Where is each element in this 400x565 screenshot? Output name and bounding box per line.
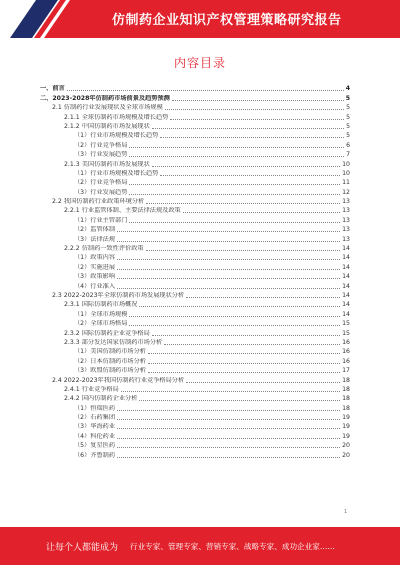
- toc-entry-page: 14: [342, 310, 350, 318]
- toc-entry-title: 2.1.1 全球仿制药市场规模及增长趋势: [64, 113, 169, 121]
- toc-entry[interactable]: [40, 187, 350, 196]
- toc-entry[interactable]: [40, 422, 350, 431]
- toc-entry[interactable]: [40, 225, 350, 234]
- dot-leader: [146, 250, 341, 251]
- dot-leader: [186, 297, 340, 298]
- dot-leader: [152, 128, 344, 129]
- toc-entry-title: （1）行业市场规模及增长趋势: [74, 169, 159, 177]
- toc-entry-title: （2）日本仿制药市场分析: [74, 357, 146, 365]
- report-title: 仿制药企业知识产权管理策略研究报告: [112, 13, 342, 28]
- dot-leader: [117, 447, 340, 448]
- toc-entry-page: 13: [342, 226, 350, 234]
- toc-entry-title: 2.3.2 国际仿制药企业竞争格局: [64, 329, 150, 337]
- dot-leader: [117, 419, 340, 420]
- toc-entry-page: 19: [342, 432, 350, 440]
- dot-leader: [129, 194, 340, 195]
- dot-leader: [148, 372, 340, 373]
- toc-entry[interactable]: [40, 244, 350, 253]
- toc-entry-page: 13: [342, 216, 350, 224]
- toc-entry-title: （1）全球市场规模: [74, 310, 128, 318]
- toc-entry-page: 20: [342, 442, 350, 450]
- dot-leader: [117, 438, 340, 439]
- toc-entry-title: 2.1.3 美国仿制药市场发展现状: [64, 160, 150, 168]
- toc-entry[interactable]: [40, 338, 350, 347]
- toc-entry-title: （1）政策内容: [74, 254, 116, 262]
- toc-entry[interactable]: [40, 309, 350, 318]
- toc-entry[interactable]: [40, 169, 350, 178]
- toc-entry[interactable]: [40, 291, 350, 300]
- dot-leader: [121, 391, 340, 392]
- toc-entry[interactable]: [40, 197, 350, 206]
- dot-leader: [160, 175, 340, 176]
- toc-entry-page: 19: [342, 414, 350, 422]
- toc-entry-page: 14: [342, 245, 350, 253]
- toc-entry-page: 19: [342, 423, 350, 431]
- toc-entry[interactable]: [40, 206, 350, 215]
- dot-leader: [129, 147, 344, 148]
- toc-entry-page: 5: [345, 94, 350, 102]
- dot-leader: [146, 203, 340, 204]
- toc-heading: 内容目录: [173, 56, 226, 70]
- toc-entry-title: 2.3 2022-2023年全球仿制药市场发展现状分析: [52, 291, 185, 299]
- toc-entry-title: （4）行业准入: [74, 282, 116, 290]
- toc-entry[interactable]: [40, 281, 350, 290]
- toc-entry[interactable]: [40, 385, 350, 394]
- toc-entry-page: 18: [342, 376, 350, 384]
- toc-entry-title: （3）行业发展趋势: [74, 151, 128, 159]
- toc-entry-page: 7: [346, 151, 350, 159]
- toc-entry-title: 2.1.2 中国仿制药市场发展现状: [64, 122, 150, 130]
- toc-entry[interactable]: [40, 375, 350, 384]
- toc-entry-title: 2.4.1 行业竞争格局: [64, 385, 119, 393]
- toc-entry[interactable]: [40, 112, 350, 121]
- toc-entry-page: 5: [346, 122, 350, 130]
- toc-entry-title: （3）欧盟仿制药市场分析: [74, 367, 146, 375]
- toc-entry[interactable]: [40, 93, 350, 102]
- toc-entry[interactable]: [40, 140, 350, 149]
- toc-entry-title: 2.4.2 国内仿制药企业分析: [64, 395, 138, 403]
- toc-entry-page: 4: [345, 85, 350, 93]
- dot-leader: [117, 259, 340, 260]
- dot-leader: [164, 344, 340, 345]
- dot-leader: [165, 109, 344, 110]
- table-of-contents: [40, 84, 350, 460]
- toc-entry-page: 16: [342, 357, 350, 365]
- toc-entry-page: 17: [342, 367, 350, 375]
- toc-entry[interactable]: [40, 347, 350, 356]
- toc-entry-title: （3）法律法规: [74, 235, 116, 243]
- toc-entry-page: 14: [342, 301, 350, 309]
- dot-leader: [67, 90, 344, 91]
- toc-entry-title: （1）行业市场规模及增长趋势: [74, 132, 159, 140]
- dot-leader: [129, 316, 340, 317]
- dot-leader: [148, 353, 340, 354]
- toc-entry[interactable]: [40, 328, 350, 337]
- dot-leader: [117, 269, 340, 270]
- toc-entry[interactable]: [40, 103, 350, 112]
- footer-roles: 行业专家、管理专家、营销专家、战略专家、成功企业家……: [130, 542, 336, 551]
- toc-entry[interactable]: [40, 150, 350, 159]
- toc-entry-page: 13: [342, 235, 350, 243]
- toc-entry-title: （3）行业发展趋势: [74, 188, 128, 196]
- toc-entry-page: 18: [342, 404, 350, 412]
- toc-entry[interactable]: [40, 394, 350, 403]
- dot-leader: [117, 278, 340, 279]
- toc-entry-title: 2.2 我国仿制药行业政策环境分析: [52, 198, 145, 206]
- toc-entry-title: （1）行业主管部门: [74, 216, 128, 224]
- footer-slogan: 让每个人都能成为: [46, 543, 119, 553]
- toc-entry-title: 2.2.2 仿制药一致性评价政策: [64, 245, 144, 253]
- toc-entry-title: 二、2023-2028年仿制药市场前景及趋势预测: [40, 94, 170, 102]
- toc-entry-title: （3）政策影响: [74, 273, 116, 281]
- dot-leader: [139, 400, 340, 401]
- dot-leader: [129, 325, 340, 326]
- toc-entry-title: （2）石药集团: [74, 414, 116, 422]
- page-footer: [0, 527, 400, 565]
- dot-leader: [148, 363, 340, 364]
- dot-leader: [129, 184, 340, 185]
- toc-entry-title: 2.3.3 部分发达国家仿制药市场分析: [64, 338, 163, 346]
- dot-leader: [129, 156, 344, 157]
- toc-entry-title: （3）华海药业: [74, 423, 116, 431]
- toc-entry-page: 14: [342, 254, 350, 262]
- toc-entry[interactable]: [40, 366, 350, 375]
- toc-entry-title: （2）行业竞争格局: [74, 179, 128, 187]
- toc-entry-page: 15: [342, 329, 350, 337]
- toc-entry-title: 2.4 2022-2023年我国仿制药行业竞争格局分析: [52, 376, 185, 384]
- toc-entry[interactable]: [40, 450, 350, 459]
- dot-leader: [117, 428, 340, 429]
- dot-leader: [117, 241, 340, 242]
- toc-entry-page: 18: [342, 395, 350, 403]
- toc-entry-title: 2.3.1 国际仿制药市场概况: [64, 301, 138, 309]
- toc-entry-title: （2）实施进展: [74, 263, 116, 271]
- toc-entry-title: （1）美国仿制药市场分析: [74, 348, 146, 356]
- dot-leader: [183, 212, 340, 213]
- toc-entry-page: 16: [342, 338, 350, 346]
- toc-entry-title: 2.1 仿制药行业发展现状及全球市场规模: [52, 104, 163, 112]
- toc-entry[interactable]: [40, 441, 350, 450]
- toc-entry[interactable]: [40, 215, 350, 224]
- toc-entry-page: 10: [342, 169, 350, 177]
- toc-entry-title: （2）行业竞争格局: [74, 141, 128, 149]
- toc-entry-page: 12: [342, 188, 350, 196]
- toc-entry[interactable]: [40, 234, 350, 243]
- toc-entry[interactable]: [40, 319, 350, 328]
- dot-leader: [129, 222, 340, 223]
- toc-entry-title: （4）科伦药业: [74, 432, 116, 440]
- toc-entry-page: 5: [346, 104, 350, 112]
- toc-entry-page: 16: [342, 348, 350, 356]
- toc-entry-page: 14: [342, 282, 350, 290]
- toc-entry-page: 18: [342, 385, 350, 393]
- toc-entry-title: （1）恒瑞医药: [74, 404, 116, 412]
- toc-entry-page: 13: [342, 207, 350, 215]
- toc-entry[interactable]: [40, 159, 350, 168]
- toc-entry-title: 一、前言: [40, 85, 65, 93]
- toc-entry-title: （2）全球市场格局: [74, 320, 128, 328]
- toc-entry-page: 11: [342, 179, 350, 187]
- toc-entry[interactable]: [40, 84, 350, 93]
- toc-entry-page: 5: [346, 132, 350, 140]
- toc-entry-title: （6）齐鲁制药: [74, 451, 116, 459]
- toc-entry-title: （5）复星医药: [74, 442, 116, 450]
- toc-entry-page: 5: [346, 113, 350, 121]
- toc-entry[interactable]: [40, 262, 350, 271]
- toc-entry[interactable]: [40, 131, 350, 140]
- dot-leader: [172, 100, 344, 101]
- toc-entry-page: 14: [342, 273, 350, 281]
- dot-leader: [186, 382, 340, 383]
- toc-entry[interactable]: [40, 431, 350, 440]
- dot-leader: [139, 306, 340, 307]
- toc-entry[interactable]: [40, 356, 350, 365]
- toc-entry-title: 2.2.1 行业监管体制、主要法律法规及政策: [64, 207, 181, 215]
- toc-entry-page: 14: [342, 291, 350, 299]
- dot-leader: [117, 231, 340, 232]
- toc-entry-page: 6: [346, 141, 350, 149]
- dot-leader: [152, 166, 340, 167]
- dot-leader: [117, 410, 340, 411]
- page-header: [0, 0, 400, 38]
- toc-entry[interactable]: [40, 300, 350, 309]
- toc-entry[interactable]: [40, 413, 350, 422]
- toc-entry-page: 20: [342, 451, 350, 459]
- toc-entry[interactable]: [40, 403, 350, 412]
- toc-entry[interactable]: [40, 272, 350, 281]
- page-number: 1: [344, 509, 348, 515]
- dot-leader: [170, 119, 344, 120]
- header-logo-shape: [0, 0, 110, 38]
- toc-entry-page: 10: [342, 160, 350, 168]
- toc-entry-title: （2）监管体制: [74, 226, 116, 234]
- dot-leader: [117, 288, 340, 289]
- toc-entry-page: 13: [342, 198, 350, 206]
- toc-entry[interactable]: [40, 253, 350, 262]
- toc-entry[interactable]: [40, 122, 350, 131]
- toc-entry-page: 15: [342, 320, 350, 328]
- dot-leader: [152, 335, 340, 336]
- toc-entry[interactable]: [40, 178, 350, 187]
- dot-leader: [160, 137, 344, 138]
- dot-leader: [117, 457, 340, 458]
- toc-entry-page: 14: [342, 263, 350, 271]
